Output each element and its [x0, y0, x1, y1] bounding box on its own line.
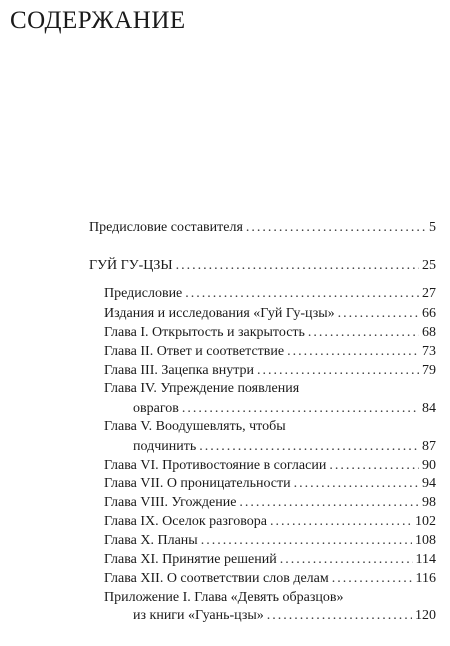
dot-leader: [270, 513, 412, 531]
toc-entry-page: 68: [422, 325, 436, 340]
dot-leader: [332, 570, 413, 588]
dot-leader: [280, 551, 413, 569]
toc-entry-title-continued: из книги «Гуань-цзы»: [133, 608, 264, 623]
toc-entry-title: Глава VI. Противостояние в согласии: [104, 458, 327, 473]
toc-entry-chapter-1[interactable]: [104, 324, 436, 342]
toc-entry-page: 84: [422, 401, 436, 416]
dot-leader: [308, 324, 419, 342]
dot-leader: [199, 438, 419, 456]
toc-entry-page: 98: [422, 495, 436, 510]
toc-entry-title: Глава VII. О проницательности: [104, 476, 291, 491]
toc-entry-page: 116: [415, 571, 436, 586]
dot-leader: [239, 494, 419, 512]
toc-entry-title-continued: подчинить: [133, 439, 197, 454]
toc-entry-title: ГУЙ ГУ-ЦЗЫ: [89, 258, 173, 273]
toc-entry-page: 114: [415, 552, 436, 567]
toc-entry-title-continued: оврагов: [133, 401, 179, 416]
toc-entry-chapter-5[interactable]: [133, 438, 436, 456]
toc-entry-preface[interactable]: [104, 285, 436, 303]
toc-entry-page: 73: [422, 344, 436, 359]
dot-leader: [329, 457, 419, 475]
dot-leader: [338, 305, 419, 323]
toc-entry-preface-compiler[interactable]: [89, 219, 436, 237]
toc-entry-chapter-9[interactable]: [104, 513, 436, 531]
toc-entry-title: Предисловие: [104, 286, 183, 301]
toc-entry-title: Глава II. Ответ и соответствие: [104, 344, 285, 359]
toc-entry-page: 90: [422, 458, 436, 473]
toc-entry-page: 87: [422, 439, 436, 454]
toc-entry-chapter-12[interactable]: [104, 570, 436, 588]
toc-entry-page: 25: [422, 258, 436, 273]
page-title: СОДЕРЖАНИЕ: [10, 7, 186, 34]
toc-entry-page: 27: [422, 286, 436, 301]
toc-entry-chapter-4-title[interactable]: Глава IV. Упреждение появления: [104, 381, 300, 396]
dot-leader: [257, 362, 419, 380]
toc-entry-title: Глава XI. Принятие решений: [104, 552, 277, 567]
toc-entry-chapter-7[interactable]: [104, 475, 436, 493]
toc-entry-title: Глава III. Зацепка внутри: [104, 363, 254, 378]
toc-entry-page: 108: [415, 533, 436, 548]
toc-entry-page: 5: [429, 220, 436, 235]
dot-leader: [246, 219, 426, 237]
toc-entry-title: Глава I. Открытость и закрытость: [104, 325, 305, 340]
dot-leader: [176, 257, 419, 275]
dot-leader: [182, 400, 419, 418]
toc-entry-page: 66: [422, 306, 436, 321]
toc-entry-title: Глава XII. О соответствии слов делам: [104, 571, 329, 586]
toc-entry-page: 120: [415, 608, 436, 623]
toc-entry-chapter-5-title[interactable]: Глава V. Воодушевлять, чтобы: [104, 419, 286, 434]
toc-entry-title: Глава VIII. Угождение: [104, 495, 237, 510]
dot-leader: [294, 475, 419, 493]
toc-entry-chapter-10[interactable]: [104, 532, 436, 550]
toc-entry-chapter-2[interactable]: [104, 343, 436, 361]
toc-entry-editions[interactable]: [104, 305, 436, 323]
toc-entry-appendix-1-title[interactable]: Приложение I. Глава «Девять образцов»: [104, 590, 344, 605]
toc-entry-chapter-3[interactable]: [104, 362, 436, 380]
dot-leader: [287, 343, 419, 361]
toc-entry-page: 94: [422, 476, 436, 491]
toc-entry-chapter-11[interactable]: [104, 551, 436, 569]
dot-leader: [201, 532, 412, 550]
toc-entry-page: 79: [422, 363, 436, 378]
toc-entry-title: Предисловие составителя: [89, 220, 243, 235]
dot-leader: [267, 607, 412, 625]
toc-entry-title: Глава IX. Оселок разговора: [104, 514, 268, 529]
toc-entry-page: 102: [415, 514, 436, 529]
dot-leader: [185, 285, 419, 303]
toc-entry-title: Издания и исследования «Гуй Гу-цзы»: [104, 306, 335, 321]
toc-entry-appendix-1[interactable]: [133, 607, 436, 625]
toc-entry-chapter-6[interactable]: [104, 457, 436, 475]
toc-entry-chapter-4[interactable]: [133, 400, 436, 418]
toc-entry-title: Глава X. Планы: [104, 533, 198, 548]
toc-entry-gui-gu-tszy[interactable]: [89, 257, 436, 275]
toc-entry-chapter-8[interactable]: [104, 494, 436, 512]
